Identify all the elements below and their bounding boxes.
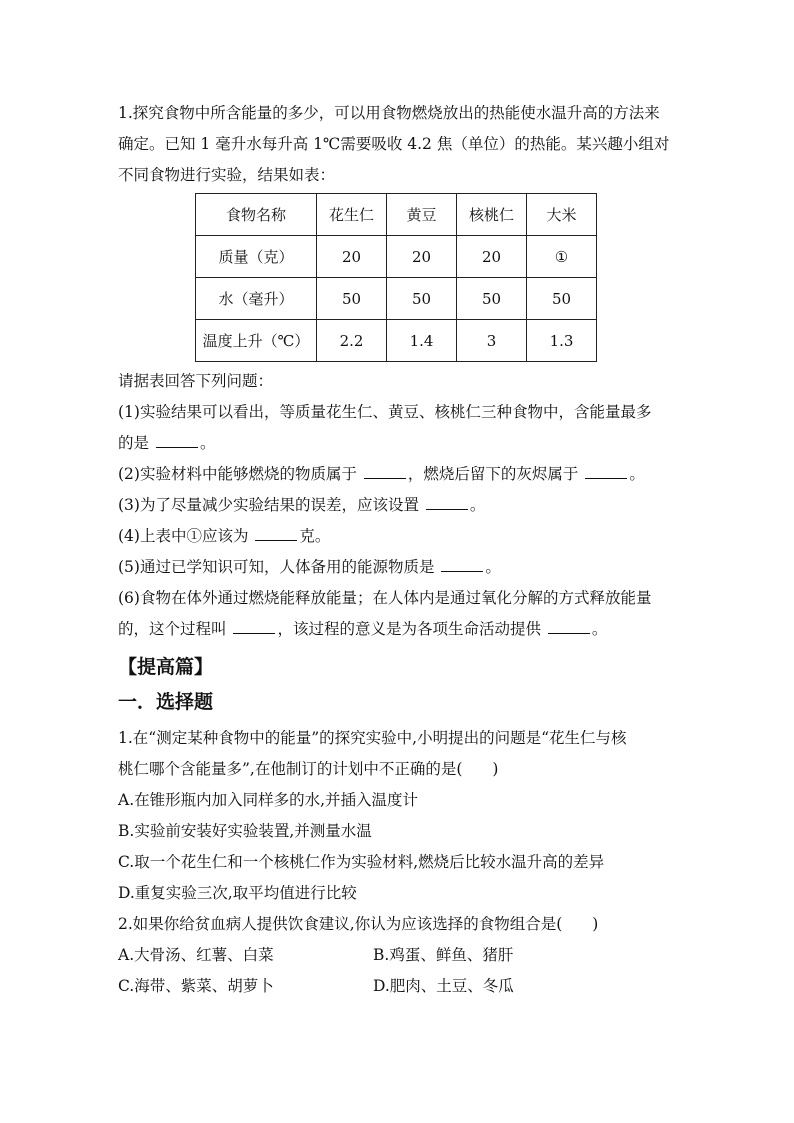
- sub-question-2-text-b: ，燃烧后留下的灰烬属于: [407, 465, 579, 483]
- table-cell: 水（毫升）: [196, 278, 317, 320]
- sub-question-1-text: 的是: [118, 434, 150, 452]
- food-energy-table: [195, 193, 597, 362]
- sub-question-3-text-a: (3)为了尽量减少实验结果的误差，应该设置: [118, 496, 419, 514]
- sub-question-1-line-2: [118, 428, 683, 459]
- document-content: [118, 98, 683, 1002]
- mc-question-2-option-a[interactable]: A.大骨汤、红薯、白菜: [118, 946, 274, 964]
- mc-question-1-option-d[interactable]: D.重复实验三次,取平均值进行比较: [118, 884, 357, 902]
- mc-question-2-stem-close: ): [592, 915, 599, 933]
- mc-question-1-stem-line-1: 1.在“测定某种食物中的能量”的探究实验中,小明提出的问题是“花生仁与核: [118, 729, 627, 747]
- answer-blank[interactable]: [364, 464, 406, 479]
- mc-question-1-option-c[interactable]: C.取一个花生仁和一个核桃仁作为实验材料,燃烧后比较水温升高的差异: [118, 853, 605, 871]
- table-row: [196, 320, 597, 362]
- mc-question-2-options-row-1: [118, 940, 683, 971]
- sub-question-5-text-b: 。: [485, 558, 501, 576]
- sub-question-4: [118, 521, 683, 552]
- sub-question-1-end: 。: [199, 434, 216, 452]
- mc-question-2-option-b[interactable]: B.鸡蛋、鲜鱼、猪肝: [373, 946, 514, 964]
- table-cell: 2.2: [317, 320, 387, 362]
- table-cell: 温度上升（℃）: [196, 320, 317, 362]
- table-row: [196, 278, 597, 320]
- answer-blank[interactable]: [548, 619, 590, 634]
- mc-question-2-option-d[interactable]: D.肥肉、土豆、冬瓜: [373, 977, 514, 995]
- table-cell: 1.4: [387, 320, 457, 362]
- answer-blank[interactable]: [585, 464, 627, 479]
- table-cell: 20: [387, 236, 457, 278]
- table-header-cell: 大米: [527, 194, 597, 236]
- mc-question-1-stem-text: 桃仁哪个含能量多”,在他制订的计划中不正确的是(: [118, 760, 463, 778]
- sub-question-2-text-c: 。: [629, 465, 645, 483]
- table-cell: 20: [317, 236, 387, 278]
- sub-question-2-text-a: (2)实验材料中能够燃烧的物质属于: [118, 465, 357, 483]
- section-subtitle: 一．选择题: [118, 691, 214, 713]
- sub-question-6-text-d: 。: [591, 620, 608, 638]
- mc-question-1-stem-close: ): [492, 760, 499, 778]
- question-1-intro-line-3: 不同食物进行实验，结果如表：: [118, 166, 336, 184]
- table-row: [196, 236, 597, 278]
- sub-question-6-text-c: ，该过程的意义是为各项生命活动提供: [277, 620, 541, 638]
- table-cell: 20: [457, 236, 527, 278]
- table-cell: 50: [317, 278, 387, 320]
- table-cell: 1.3: [527, 320, 597, 362]
- mc-question-2-stem: [118, 909, 683, 940]
- sub-question-5: [118, 552, 683, 583]
- table-header-cell: 黄豆: [387, 194, 457, 236]
- table-cell: 50: [527, 278, 597, 320]
- table-header-row: [196, 194, 597, 236]
- answer-blank[interactable]: [156, 433, 198, 448]
- sub-question-6-text-b: 的，这个过程叫: [118, 620, 227, 638]
- sub-question-4-text-a: (4)上表中①应该为: [118, 527, 249, 545]
- sub-question-6-line-1: (6)食物在体外通过燃烧能释放能量；在人体内是通过氧化分解的方式释放能量: [118, 589, 652, 607]
- question-1-intro-line-2: 确定。已知 1 毫升水每升高 1℃需要吸收 4.2 焦（单位）的热能。某兴趣小组对: [118, 135, 670, 153]
- sub-question-2: [118, 459, 683, 490]
- section-title: 【提高篇】: [118, 656, 214, 678]
- table-header-cell: 核桃仁: [457, 194, 527, 236]
- table-cell: 50: [387, 278, 457, 320]
- answer-blank[interactable]: [426, 495, 468, 510]
- mc-question-1-option-b[interactable]: B.实验前安装好实验装置,并测量水温: [118, 822, 372, 840]
- answer-blank[interactable]: [233, 619, 275, 634]
- answer-blank[interactable]: [255, 526, 297, 541]
- answer-blank[interactable]: [441, 557, 483, 572]
- table-cell: ①: [527, 236, 597, 278]
- sub-question-5-text-a: (5)通过已学知识可知，人体备用的能源物质是: [118, 558, 435, 576]
- mc-question-1-stem-line-2: [118, 754, 683, 785]
- table-cell: 3: [457, 320, 527, 362]
- question-1-prompt: 请据表回答下列问题：: [118, 372, 274, 390]
- table-cell: 50: [457, 278, 527, 320]
- table-cell: 质量（克）: [196, 236, 317, 278]
- table-header-cell: 花生仁: [317, 194, 387, 236]
- sub-question-6-line-2: [118, 614, 683, 645]
- sub-question-1-line-1: (1)实验结果可以看出，等质量花生仁、黄豆、核桃仁三种食物中，含能量最多: [118, 403, 652, 421]
- mc-question-2-option-c[interactable]: C.海带、紫菜、胡萝卜: [118, 977, 274, 995]
- table-header-cell: 食物名称: [196, 194, 317, 236]
- sub-question-3-text-b: 。: [469, 496, 486, 514]
- mc-question-2-stem-text: 2.如果你给贫血病人提供饮食建议,你认为应该选择的食物组合是(: [118, 915, 563, 933]
- mc-question-1-option-a[interactable]: A.在锥形瓶内加入同样多的水,并插入温度计: [118, 791, 419, 809]
- mc-question-2-options-row-2: [118, 971, 683, 1002]
- question-1-intro-line-1: 1.探究食物中所含能量的多少，可以用食物燃烧放出的热能使水温升高的方法来: [118, 104, 660, 122]
- sub-question-3: [118, 490, 683, 521]
- sub-question-4-text-b: 克。: [299, 527, 331, 545]
